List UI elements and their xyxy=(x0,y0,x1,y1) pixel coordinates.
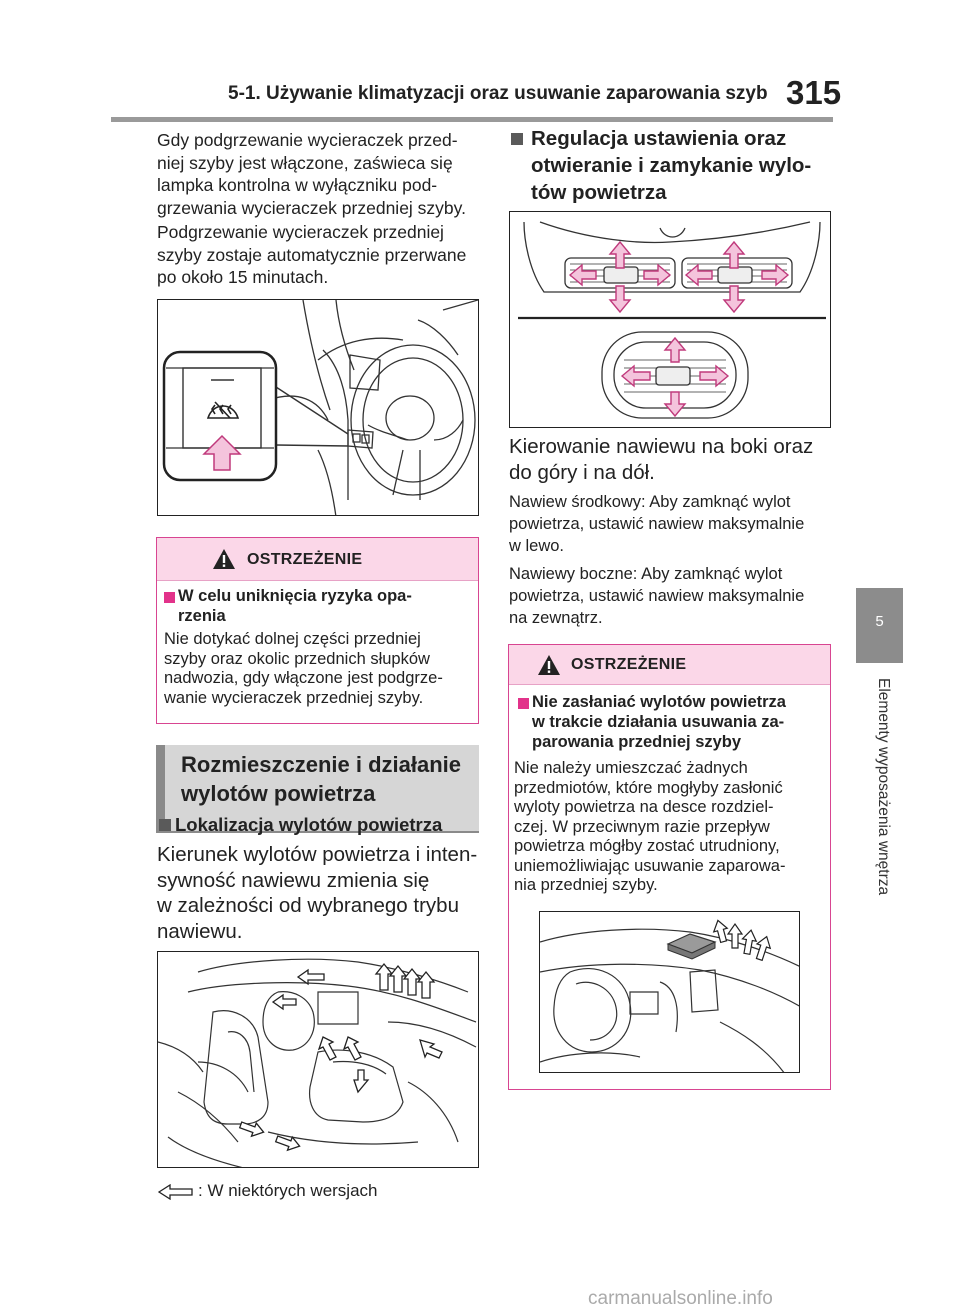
vent-adjustment-illustration xyxy=(509,211,831,428)
text-line: nadwozia, gdy włączone jest podgrze- xyxy=(164,669,443,687)
subheading-vent-adjustment xyxy=(531,125,811,206)
dashboard-steering-wheel-drawing xyxy=(158,300,479,516)
text-line: wanie wycieraczek przedniej szyby. xyxy=(164,688,424,707)
text-line: Nie dotykać dolnej części przedniej xyxy=(164,630,421,648)
text-line: wylotów powietrza xyxy=(181,781,376,806)
warning-label: OSTRZEŻENIE xyxy=(247,551,363,568)
warning-subheading xyxy=(178,586,412,626)
warning-label: OSTRZEŻENIE xyxy=(571,656,687,673)
text-line: niej szyby jest włączone, zaświeca się xyxy=(157,152,453,173)
wiper-deicer-switch-illustration xyxy=(157,299,479,516)
text-line: otwieranie i zamykanie wylo- xyxy=(531,154,812,177)
text-line: powietrza, ustawić nawiew maksymalnie xyxy=(509,515,805,533)
optional-arrow-icon xyxy=(158,1184,194,1200)
subheading-bullet xyxy=(159,819,171,831)
text-line: w lewo. xyxy=(509,537,565,555)
text-line: rzenia xyxy=(178,607,226,625)
chapter-label: Elementy wyposażenia wnętrza xyxy=(875,678,892,896)
watermark: carmanualsonline.info xyxy=(588,1288,773,1309)
text-line: sywność nawiewu zmienia się xyxy=(157,868,430,892)
chapter-label-wrapper xyxy=(866,678,892,938)
text-line: wyloty powietrza na desce rozdziel- xyxy=(514,798,774,816)
text-line: Podgrzewanie wycieraczek przedniej xyxy=(157,222,444,242)
text-line: Nawiewy boczne: Aby zamknąć wylot xyxy=(509,565,783,583)
text-line: powietrza, ustawić nawiew maksymalnie xyxy=(509,587,805,605)
paragraph-indicator-light xyxy=(157,129,466,219)
direction-arrows xyxy=(570,242,788,416)
text-line: W celu uniknięcia ryzyka opa- xyxy=(178,587,412,605)
text-line: Nawiew środkowy: Aby zamknąć wylot xyxy=(509,493,791,511)
warning-body xyxy=(514,759,785,896)
warning-body xyxy=(164,630,443,708)
paragraph-center-vent xyxy=(509,491,804,557)
text-line: po około 15 minutach. xyxy=(157,267,329,287)
vent-diagram xyxy=(510,212,831,428)
subheading-vent-location: Lokalizacja wylotów powietrza xyxy=(175,814,443,835)
header-rule xyxy=(111,117,833,122)
paragraph-side-vents xyxy=(509,563,804,629)
subheading-bullet xyxy=(511,133,523,145)
text-line: szyby zostaje automatycznie przerwane xyxy=(157,244,467,265)
subheading-bullet xyxy=(518,698,529,709)
warning-box-burn xyxy=(156,537,479,724)
text-line: nia przedniej szyby. xyxy=(514,876,658,894)
blocked-airflow-arrows xyxy=(711,919,773,962)
running-header: 5-1. Używanie klimatyzacji oraz usuwanie zaparowania szyb xyxy=(228,83,768,104)
page-number: 315 xyxy=(786,74,842,111)
paragraph-direction xyxy=(509,434,813,485)
vent-locations-illustration xyxy=(157,951,479,1168)
text-line: uniemożliwiając usuwanie zaparowa- xyxy=(514,856,786,875)
paragraph-auto-off xyxy=(157,221,466,289)
text-line: Regulacja ustawienia oraz xyxy=(531,127,787,150)
text-line: w trakcie działania usuwania za- xyxy=(532,713,785,731)
warning-box-vents xyxy=(508,644,831,1090)
text-line: nawiewu. xyxy=(157,919,243,943)
text-line: Gdy podgrzewanie wycieraczek przed- xyxy=(157,130,458,150)
subheading-bullet xyxy=(164,592,175,603)
text-line: w zależności od wybranego trybu xyxy=(157,894,459,917)
text-line: tów powietrza xyxy=(531,181,667,204)
warning-subheading xyxy=(532,692,786,752)
warning-triangle-icon xyxy=(212,548,236,570)
text-line: powietrza mógłby zostać utrudniony, xyxy=(514,837,780,855)
chapter-number: 5 xyxy=(875,613,884,630)
text-line: parowania przedniej szyby xyxy=(532,733,742,751)
paragraph-airflow-direction xyxy=(157,842,477,944)
text-line: Nie należy umieszczać żadnych xyxy=(514,759,748,777)
text-line: grzewania wycieraczek przedniej szyby. xyxy=(157,197,466,218)
text-line: Rozmieszczenie i działanie xyxy=(181,752,461,777)
text-line: czej. W przeciwnym razie przepływ xyxy=(514,817,770,836)
footnote xyxy=(158,1181,378,1201)
warning-triangle-icon xyxy=(537,654,561,676)
text-line: Kierowanie nawiewu na boki oraz xyxy=(509,435,814,458)
text-line: lampka kontrolna w wyłączniku pod- xyxy=(157,175,438,195)
blocked-vent-illustration xyxy=(539,911,800,1073)
text-line: przedmiotów, które mogłyby zasłonić xyxy=(514,778,783,797)
text-line: Kierunek wylotów powietrza i inten- xyxy=(157,843,478,866)
cabin-interior-drawing xyxy=(158,952,479,1168)
footnote-text: : W niektórych wersjach xyxy=(198,1181,378,1200)
text-line: na zewnątrz. xyxy=(509,609,603,627)
section-title xyxy=(181,750,461,808)
dashboard-object-drawing xyxy=(540,912,800,1073)
text-line: do góry i na dół. xyxy=(509,460,655,484)
text-line: szyby oraz okolic przednich słupków xyxy=(164,649,430,668)
text-line: Nie zasłaniać wylotów powietrza xyxy=(532,693,786,711)
